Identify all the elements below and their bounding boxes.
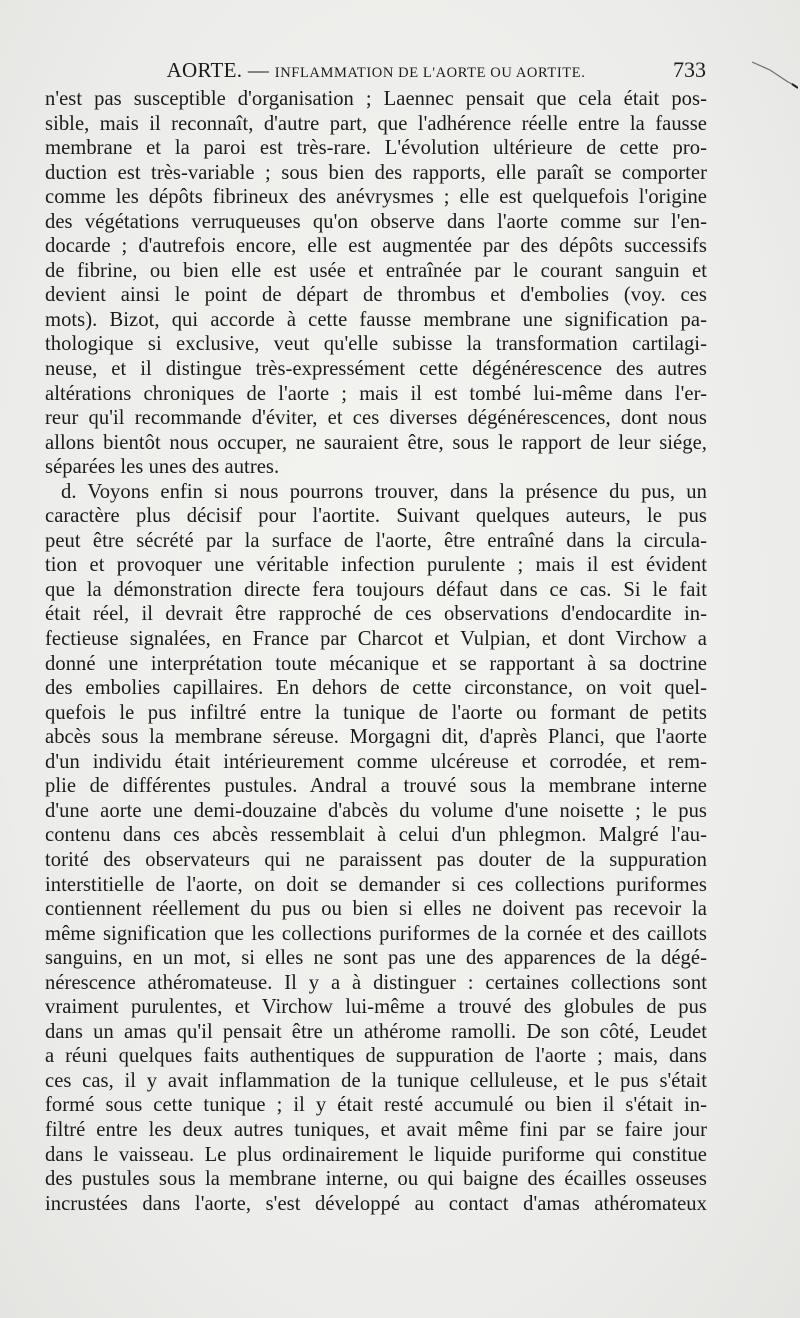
text-line: vraiment purulentes, et Virchow lui-même a trouvé des globules de pus (45, 996, 707, 1019)
text-line: reur qu'il recommande d'éviter, et ces diverses dégénérescences, dont nous (45, 407, 707, 430)
text-line: a réuni quelques faits authentiques de suppuration de l'aorte ; mais, dans (45, 1045, 707, 1068)
text-line: quefois le pus infiltré entre la tunique de l'aorte ou formant de petits (45, 701, 707, 724)
running-head-subtitle: INFLAMMATION DE L'AORTE OU AORTITE. (274, 65, 586, 81)
running-head-main: AORTE. (166, 58, 243, 82)
text-line: incrustées dans l'aorte, s'est développé au contact d'amas athéromateux (45, 1192, 707, 1215)
text-line: torité des observateurs qui ne paraissent pas douter de la suppuration (45, 848, 707, 871)
text-line: sible, mais il reconnaît, d'autre part, que l'adhérence réelle entre la fausse (45, 112, 707, 135)
paragraph (45, 87, 707, 480)
text-line: d'un individu était intérieurement comme ulcéreuse et corrodée, et rem- (45, 750, 707, 773)
text-line: d'une aorte une demi-douzaine d'abcès du volume d'une noisette ; le pus (45, 799, 707, 822)
text-line: tion et provoquer une véritable infection purulente ; mais il est évident (45, 554, 707, 577)
text-line: dans un amas qu'il pensait être un athérome ramolli. De son côté, Leudet (45, 1020, 707, 1043)
text-line: n'est pas susceptible d'organisation ; Laennec pensait que cela était pos- (45, 88, 707, 110)
text-line: altérations chroniques de l'aorte ; mais il est tombé lui-même dans l'er- (45, 382, 707, 405)
text-line: interstitielle de l'aorte, on doit se demander si ces collections puriformes (45, 873, 707, 896)
page-number: 733 (673, 57, 706, 82)
text-line: comme les dépôts fibrineux des anévrysmes ; elle est quelquefois l'origine (45, 186, 707, 209)
text-line: nérescence athéromateuse. Il y a à distinguer : certaines collections sont (45, 971, 707, 994)
text-line: des pustules sous la membrane interne, ou qui baigne des écailles osseuses (45, 1168, 707, 1191)
text-line: membrane et la paroi est très-rare. L'évolution ultérieure de cette pro- (45, 137, 707, 160)
text-line: thologique si exclusive, veut qu'elle subisse la transformation cartilagi- (45, 333, 707, 356)
text-line: neuse, et il distingue très-expressément cette dégénérescence des autres (45, 358, 707, 381)
body-text (45, 87, 707, 1216)
running-head (46, 56, 706, 86)
text-line: peut être sécrété par la surface de l'aorte, être entraîné dans la circula- (45, 529, 707, 552)
text-line: ces cas, il y avait inflammation de la tunique celluleuse, et le pus s'était (45, 1069, 707, 1092)
page-corner-mark (748, 60, 798, 100)
text-line: des végétations verruqueuses qu'on observe dans l'aorte comme sur l'en- (45, 210, 707, 233)
text-line: des embolies capillaires. En dehors de cette circonstance, on voit quel- (45, 677, 707, 700)
text-line: caractère plus décisif pour l'aortite. Suivant quelques auteurs, le pus (45, 505, 707, 528)
running-head-separator: — (242, 58, 275, 82)
text-line: dans le vaisseau. Le plus ordinairement le liquide puriforme qui constitue (45, 1143, 707, 1166)
text-line: que la démonstration directe fera toujours défaut dans ce cas. Si le fait (45, 578, 707, 601)
running-head-title (46, 58, 706, 83)
text-line: mots). Bizot, qui accorde à cette fausse membrane une signification pa- (45, 308, 707, 331)
text-line: allons bientôt nous occuper, ne sauraient être, sous le rapport de leur siége, (45, 431, 707, 454)
paragraph (45, 480, 707, 1216)
text-line: contiennent réellement du pus ou bien si elles ne doivent pas recevoir la (45, 898, 707, 921)
text-line: contenu dans ces abcès ressemblait à celui d'un phlegmon. Malgré l'au- (45, 824, 707, 847)
text-line: formé sous cette tunique ; il y était resté accumulé ou bien il s'était in- (45, 1094, 707, 1117)
text-line: était réel, il devrait être rapproché de ces observations d'endocardite in- (45, 603, 707, 626)
text-line: sanguins, en un mot, si elles ne sont pas une des apparences de la dégé- (45, 947, 707, 970)
text-line: même signification que les collections puriformes de la cornée et des caillots (45, 922, 707, 945)
text-line: abcès sous la membrane séreuse. Morgagni dit, d'après Planci, que l'aorte (45, 726, 707, 749)
text-line: de fibrine, ou bien elle est usée et entraînée par le courant sanguin et (45, 259, 707, 282)
text-line: devient ainsi le point de départ de thrombus et d'embolies (voy. ces (45, 284, 707, 307)
text-line: d. Voyons enfin si nous pourrons trouver, dans la présence du pus, un (61, 480, 707, 503)
text-line: duction est très-variable ; sous bien des rapports, elle paraît se comporter (45, 161, 707, 184)
text-line: plie de différentes pustules. Andral a trouvé sous la membrane interne (45, 775, 707, 798)
text-line: séparées les unes des autres. (45, 456, 280, 479)
text-line: docarde ; d'autrefois encore, elle est augmentée par des dépôts successifs (45, 235, 707, 258)
text-line: fectieuse signalées, en France par Charcot et Vulpian, et dont Virchow a (45, 628, 707, 651)
text-line: donné une interprétation toute mécanique et se rapportant à sa doctrine (45, 652, 707, 675)
text-line: filtré entre les deux autres tuniques, et avait même fini par se faire jour (45, 1118, 707, 1141)
